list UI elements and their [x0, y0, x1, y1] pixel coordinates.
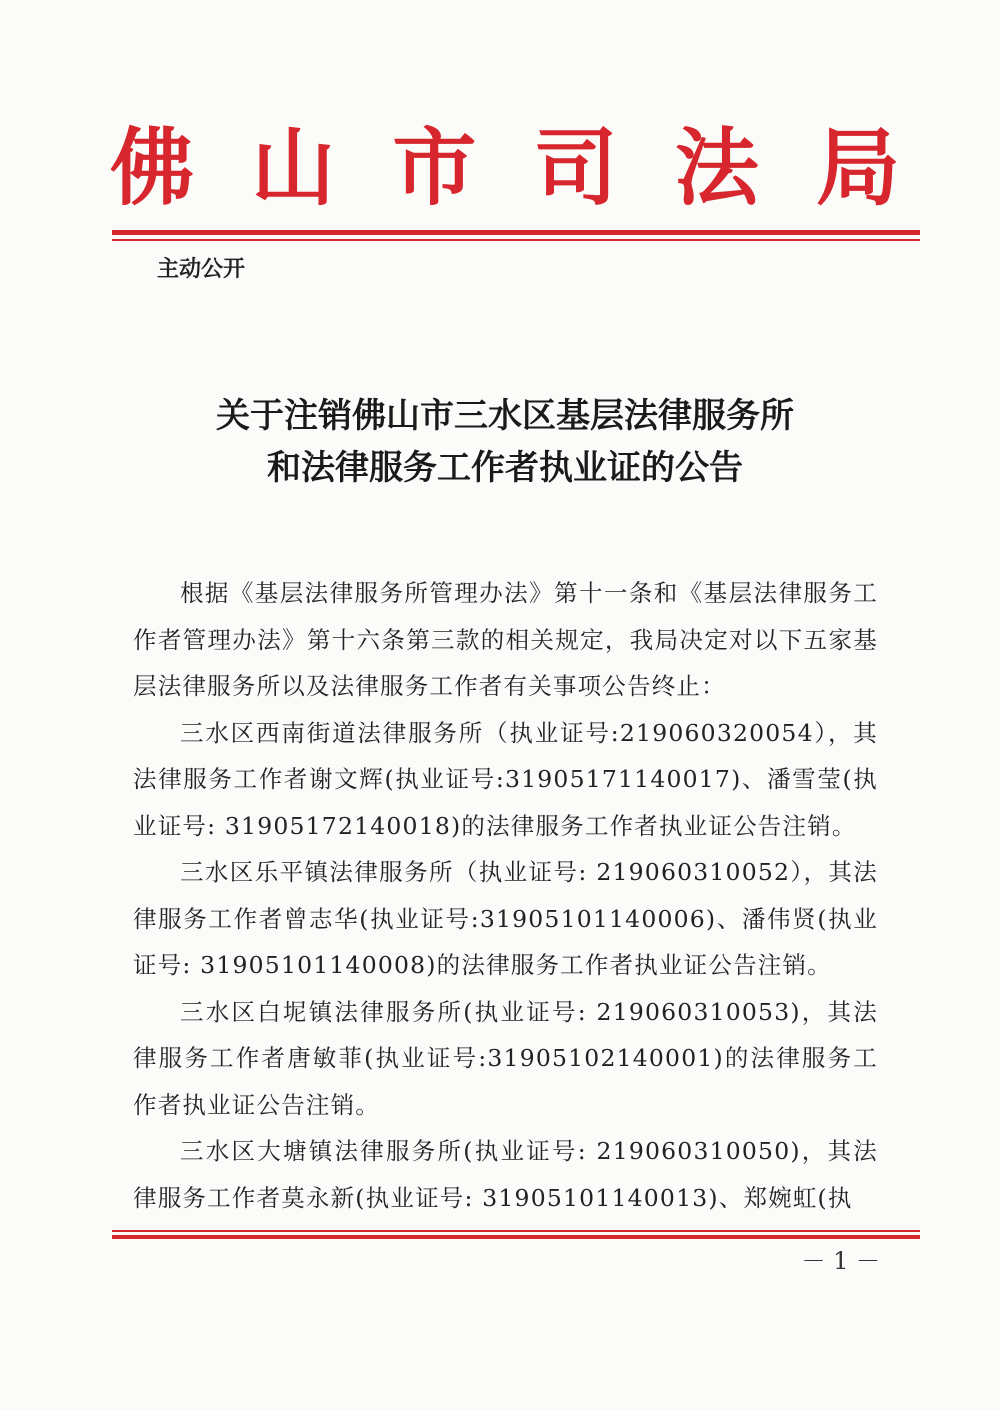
- footer-rule-thick: [112, 1235, 920, 1239]
- footer-rule-thin: [112, 1230, 920, 1232]
- header-rule-thick: [112, 230, 920, 235]
- header-char: 佛: [110, 118, 195, 217]
- header-char: 市: [392, 118, 477, 217]
- header-char: 司: [533, 118, 618, 217]
- notice-body: [133, 570, 878, 1221]
- disclosure-label: 主动公开: [157, 257, 246, 282]
- page-number: － 1 －: [801, 1247, 880, 1275]
- body-paragraph: 三水区西南街道法律服务所（执业证号:219060320054），其法律服务工作者谢文辉(执业证号:31905171140017)、潘雪莹(执业证号: 31905172140018)的法律服务工作者执业证公告注销。: [133, 718, 878, 840]
- notice-title: [110, 390, 900, 494]
- header-char: 法: [674, 118, 759, 217]
- header-char: 山: [251, 118, 336, 217]
- header-char: 局: [815, 118, 900, 217]
- notice-title-line-1: 关于注销佛山市三水区基层法律服务所: [216, 396, 794, 436]
- notice-title-line-2: 和法律服务工作者执业证的公告: [267, 448, 743, 488]
- header-rule-thin: [112, 239, 920, 241]
- body-paragraph: 三水区大塘镇法律服务所(执业证号: 219060310050)，其法律服务工作者莫永新(执业证号: 31905101140013)、郑婉虹(执: [133, 1137, 878, 1212]
- body-paragraph: 三水区乐平镇法律服务所（执业证号: 219060310052），其法律服务工作者曾志华(执业证号:31905101140006)、潘伟贤(执业证号: 31905101140008)的法律服务工作者执业证公告注销。: [133, 858, 878, 979]
- issuing-authority-header: [110, 118, 900, 218]
- body-paragraph: 根据《基层法律服务所管理办法》第十一条和《基层法律服务工作者管理办法》第十六条第三款的相关规定，我局决定对以下五家基层法律服务所以及法律服务工作者有关事项公告终止：: [133, 579, 878, 700]
- body-paragraph: 三水区白坭镇法律服务所(执业证号: 219060310053)，其法律服务工作者唐敏菲(执业证号:31905102140001)的法律服务工作者执业证公告注销。: [133, 997, 878, 1119]
